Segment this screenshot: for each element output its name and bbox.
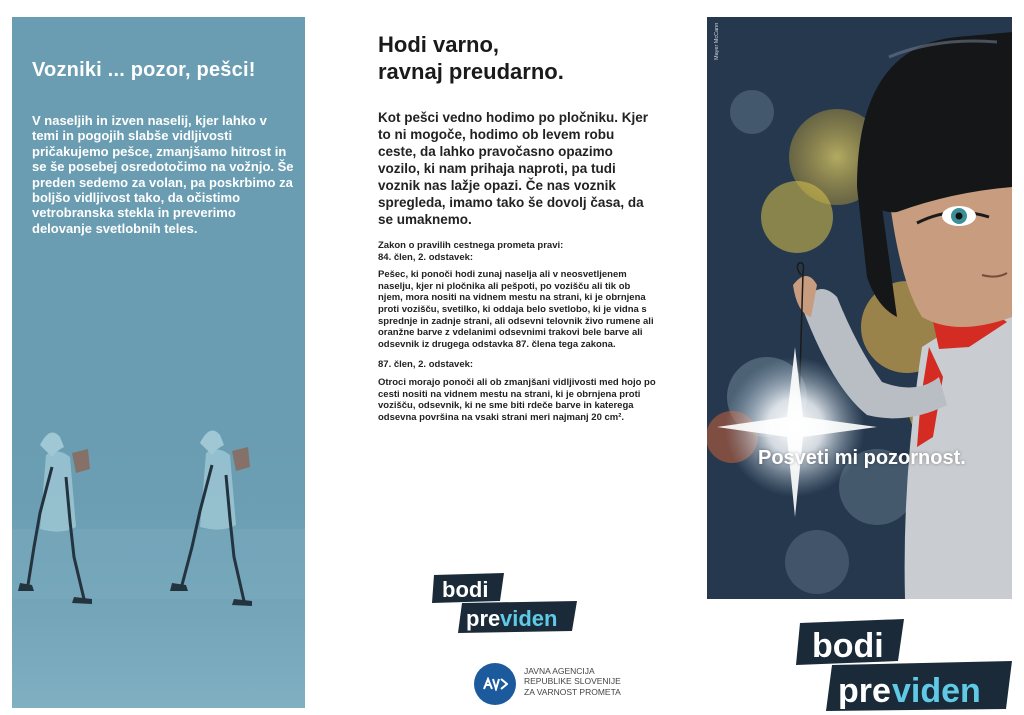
agency-name — [524, 666, 621, 697]
title-line: Hodi varno, — [378, 32, 500, 57]
avp-arrow-icon — [482, 677, 508, 691]
logo-word-viden: viden — [892, 672, 981, 710]
slogan: Posveti mi pozornost. — [758, 447, 966, 469]
logo-word-bodi: bodi — [812, 627, 884, 665]
article-84-text: Pešec, ki ponoči hodi zunaj naselja ali v neosvetljenem naselju, kjer ni pločnika ali pešpoti, po vozišču ali tik ob njem, mora nositi na vidnem mestu na strani, ki je obrnjena proti vozišču, svetilko, ki oddaja belo svetlobo, ki je vidna s sprednje in zadnje strani, ali odsevni telovnik živo rumene ali oranžne barve z vdelanimi odsevnimi trakovi bele barve ali odsevnik iz drugega odstavka 87. člena tega zakona. — [378, 269, 654, 350]
bodi-previden-logo — [432, 573, 577, 633]
walking-pedestrians-illustration — [12, 417, 305, 708]
agency-logo — [474, 660, 644, 708]
logo-word-pre: pre — [466, 606, 501, 631]
article-84-heading: 84. člen, 2. odstavek: — [378, 251, 474, 263]
law-heading: Zakon o pravilih cestnega prometa pravi: — [378, 240, 564, 251]
agency-credit: Mayer McCann — [714, 22, 720, 60]
logo-word-pre: pre — [838, 672, 891, 710]
left-panel — [12, 17, 305, 708]
article-87-heading: 87. člen, 2. odstavek: — [378, 359, 474, 371]
law-section — [378, 240, 656, 423]
bodi-previden-logo-large — [796, 619, 1012, 711]
agency-line: REPUBLIKE SLOVENIJE — [524, 676, 621, 687]
agency-line: JAVNA AGENCIJA — [524, 666, 595, 676]
intro-paragraph: Kot pešci vedno hodimo po pločniku. Kjer to ni mogoče, hodimo ob levem robu ceste, da lahko pravočasno opazimo vozilo, ki nam prihaja naproti, pa tudi voznik nas lažje opazi. Če nas voznik spregleda, imamo tako še dovolj časa, da se umaknemo. — [378, 110, 649, 227]
girl-with-reflector-illustration — [707, 17, 1012, 599]
logo-word-viden: viden — [500, 606, 558, 631]
title-line: ravnaj preudarno. — [378, 59, 564, 84]
agency-line: ZA VARNOST PROMETA — [524, 686, 621, 697]
right-panel — [707, 17, 1012, 599]
middle-panel-title — [378, 31, 564, 85]
article-87-text: Otroci morajo ponoči ali ob zmanjšani vidljivosti med hojo po cesti nositi na vidnem mestu na strani, ki je obrnjena proti vozišču, odsevnik, ki ne sme biti rdeče barve in katerega odsevna površina na vsaki strani meri najmanj 20 cm². — [378, 376, 656, 423]
left-panel-title: Vozniki ... pozor, pešci! — [32, 59, 256, 81]
logo-word-bodi: bodi — [442, 577, 489, 602]
left-panel-body: V naseljih in izven naselij, kjer lahko v temi in pogojih slabše vidljivosti pričakujemo pešce, zmanjšamo hitrost in se še posebej osredotočimo na vožnjo. Še preden sedemo za volan, pa poskrbimo za boljšo vidljivost tako, da očistimo vetrobranska stekla in preverimo delovanje svetlobnih teles. — [32, 113, 294, 236]
agency-mark-icon — [474, 663, 516, 705]
